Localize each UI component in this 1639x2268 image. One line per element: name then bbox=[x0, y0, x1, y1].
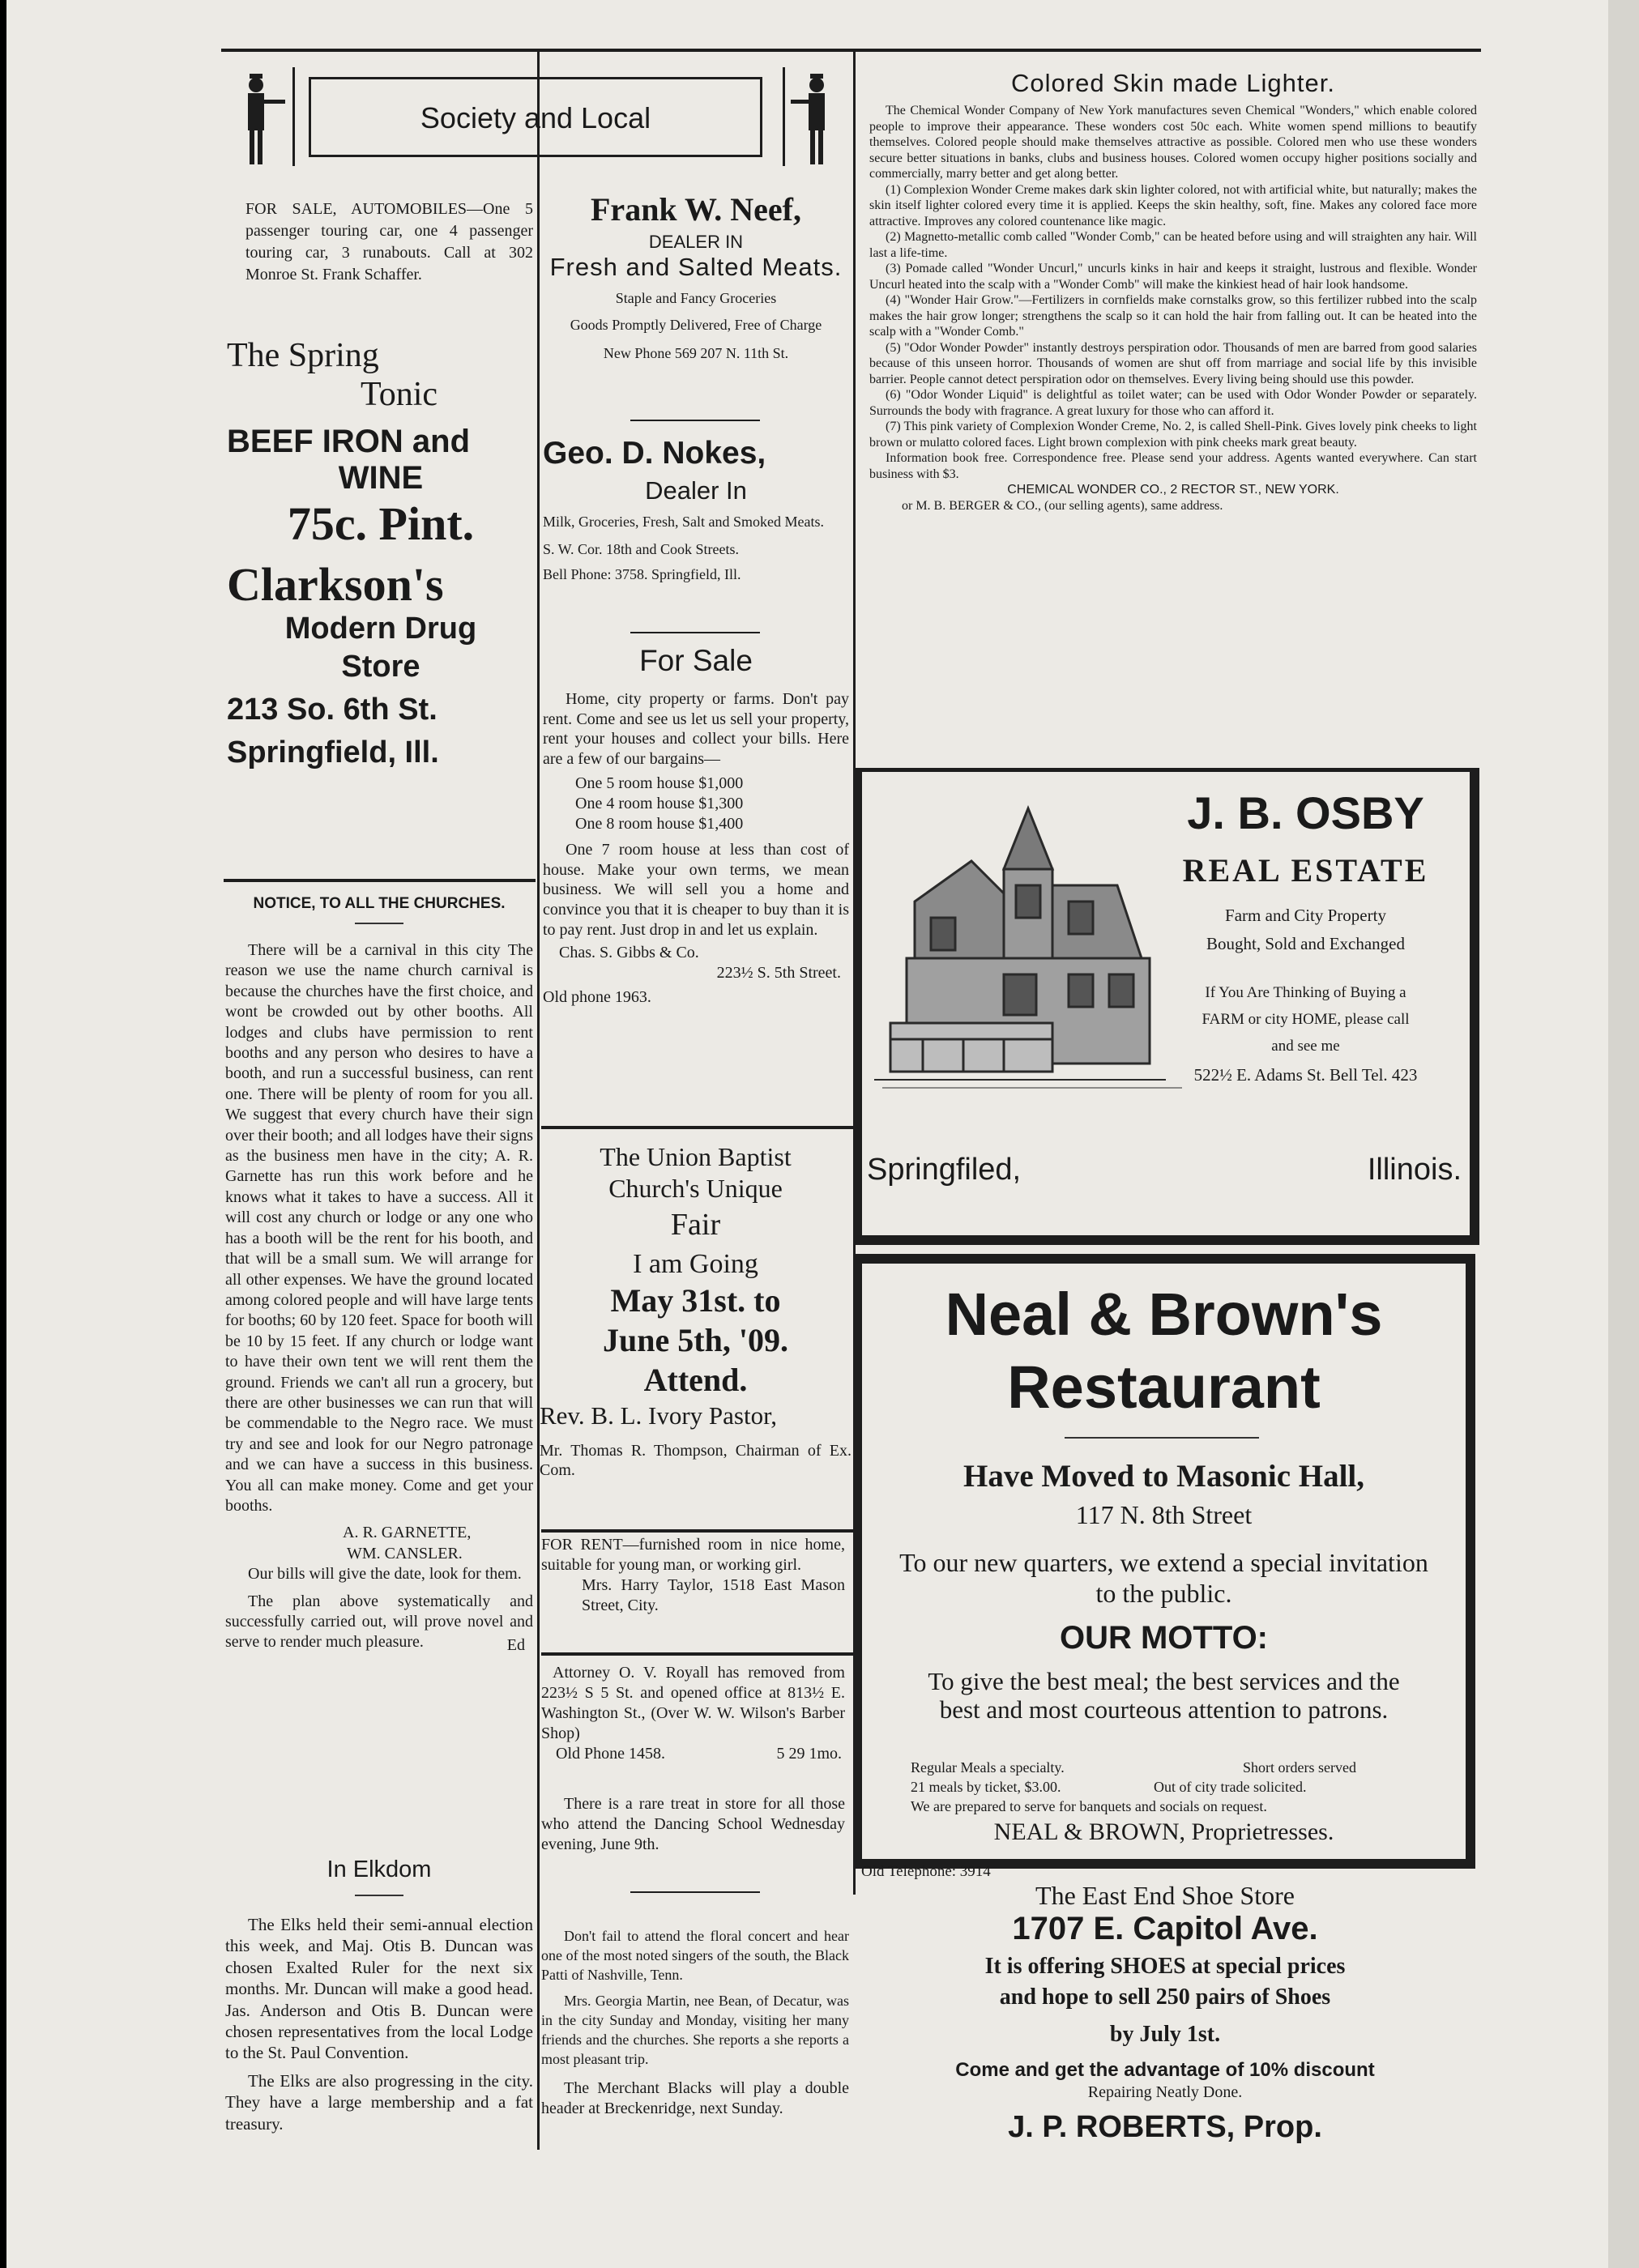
neal-brown-restaurant-ad bbox=[856, 1254, 1475, 1869]
divider bbox=[355, 1895, 403, 1896]
tonic-line4: WINE bbox=[338, 460, 424, 496]
elkdom-paragraph: The Elks held their semi-annual election this week, and Maj. Otis B. Duncan was chosen Exalted Ruler for the next six months. Mr. Duncan will make a good head. Jas. Anderson and Otis B. Duncan were chosen representatives from the local Lodge to the St. Paul Convention. bbox=[225, 1915, 533, 2063]
attorney-phone-row bbox=[541, 1744, 845, 1765]
notice-paragraph: There will be a carnival in this city The reason we use the name church carnival is because the churches have the first choice, and wont be crowded out by other booths. All lodges and clubs have permission to rent booths and any person who desires to have a booth, and run a successful business, can rent one. There will be plenty of room for you all. We suggest that every church have their sign over their booth; and all lodges have their signs as the business men have in the city; A. R. Garnette has run this work before and he knows what it takes to have a success. All it will cost any church or lodge or any one who has a booth will be the rent for his booth, and that will be a small sum. We will arrange for all other expenses. We have the ground located among colored people and will have large tents for booths; 60 by 120 feet. Space for booth will be 10 by 15 feet. If any church or lodge want to have their own tent we will rent them the ground. Friends we can't all run a grocery, but there are other businesses we can run that will be commendable to the Negro race. We must try and see and look for our Negro patronage and we can have a success in this business. You all can make money. Come and get your booths. bbox=[225, 941, 533, 1515]
notice-title: NOTICE, TO ALL THE CHURCHES. bbox=[253, 895, 506, 912]
martin-visit: Mrs. Georgia Martin, nee Bean, of Decatur, was in the city Sunday and Monday, visiting her many friends and the churches. She reports a she reports a most pleasant trip. bbox=[541, 1993, 849, 2067]
osby-line5: and see me bbox=[1271, 1038, 1340, 1055]
nokes-goods: Milk, Groceries, Fresh, Salt and Smoked Meats. bbox=[543, 514, 824, 530]
osby-city: Springfiled, bbox=[867, 1153, 1022, 1187]
shoe-line8: J. P. ROBERTS, Prop. bbox=[1008, 2110, 1322, 2144]
shoe-line3: It is offering SHOES at special prices bbox=[984, 1954, 1346, 1979]
divider bbox=[224, 879, 536, 882]
skin-paragraph: (6) "Odor Wonder Liquid" is delightful as toilet water; can be used with Odor Wonder Powder or separately. Surrounds the body with fragrance. A great luxury for those who can afford it. bbox=[869, 388, 1477, 418]
automobiles-ad: FOR SALE, AUTOMOBILES—One 5 passenger touring car, one 4 passenger touring car, 3 runabouts. Call at 302 Monroe St. Frank Schaffer. bbox=[245, 200, 533, 284]
restaurant-r2a: 21 meals by ticket, $3.00. bbox=[911, 1779, 1061, 1795]
attorney-text: Attorney O. V. Royall has removed from 223½ S 5 St. and opened office at 813½ E. Washington St., (Over W. W. Wilson's Barber Shop) bbox=[541, 1664, 845, 1742]
divider bbox=[1065, 1437, 1259, 1439]
restaurant-invite: To our new quarters, we extend a special invitation to the public. bbox=[899, 1548, 1428, 1608]
elkdom-body bbox=[225, 1914, 533, 2134]
floral-concert: Don't fail to attend the floral concert and hear one of the most noted singers of the south, the Black Patti of Nashville, Tenn. bbox=[541, 1928, 849, 1983]
house-listing: One 4 room house $1,300 bbox=[575, 794, 744, 812]
figure-right bbox=[791, 74, 825, 164]
restaurant-moved: Have Moved to Masonic Hall, bbox=[962, 1459, 1365, 1494]
restaurant-r2b: Out of city trade solicited. bbox=[1154, 1779, 1307, 1795]
divider bbox=[355, 923, 403, 924]
column-rule bbox=[537, 52, 540, 2150]
fair-line4: I am Going bbox=[633, 1249, 758, 1279]
fair-line3: Fair bbox=[670, 1208, 721, 1242]
notice-paragraph: The plan above systematically and successfully carried out, will prove novel and serve to render much pleasure. bbox=[225, 1592, 533, 1652]
baptist-fair-ad bbox=[540, 1142, 852, 1480]
notice-signature1: A. R. GARNETTE, bbox=[343, 1524, 472, 1542]
attorney-notice bbox=[541, 1663, 845, 1765]
osby-line6: 522½ E. Adams St. Bell Tel. 423 bbox=[1193, 1065, 1418, 1085]
for-rent-text: FOR RENT—furnished room in nice home, suitable for young man, or working girl. bbox=[541, 1536, 845, 1574]
store-city: Springfield, Ill. bbox=[227, 735, 439, 770]
restaurant-name: Neal & Brown's bbox=[945, 1281, 1383, 1348]
restaurant-subtitle: Restaurant bbox=[1007, 1354, 1321, 1421]
skin-paragraph: Information book free. Correspondence free. Please send your address. Agents wanted everywhere. Can start business with $3. bbox=[869, 451, 1477, 481]
figure-left bbox=[248, 74, 285, 164]
attorney-phone: Old Phone 1458. bbox=[556, 1745, 665, 1763]
neef-staple: Staple and Fancy Groceries bbox=[615, 290, 777, 306]
masthead-banner bbox=[232, 61, 847, 174]
neef-goods: Fresh and Salted Meats. bbox=[549, 253, 843, 281]
shoe-line7: Repairing Neatly Done. bbox=[1087, 2083, 1243, 2101]
neef-phone: New Phone 569 207 N. 11th St. bbox=[603, 345, 789, 361]
for-rent-ad bbox=[541, 1535, 845, 1616]
treat-text: There is a rare treat in store for all those who attend the Dancing School Wednesday evening, June 9th. bbox=[541, 1795, 845, 1853]
osby-line2: Bought, Sold and Exchanged bbox=[1206, 934, 1405, 953]
restaurant-motto: To give the best meal; the best services and the best and most courteous attention to patrons. bbox=[928, 1667, 1400, 1724]
restaurant-motto-title: OUR MOTTO: bbox=[1059, 1620, 1268, 1656]
skin-agents: or M. B. BERGER & CO., (our selling agents), same address. bbox=[902, 498, 1223, 513]
store-address: 213 So. 6th St. bbox=[227, 693, 437, 727]
skin-paragraph: (3) Pomade called "Wonder Uncurl," uncurls kinks in hair and keeps it straight, lustrous and flexible. Wonder Uncurl heated into the scalp with a "Wonder Comb" will make the kinkiest head of hair look handsome. bbox=[869, 262, 1477, 292]
osby-real-estate-ad bbox=[856, 768, 1479, 1245]
restaurant-address: 117 N. 8th Street bbox=[1075, 1500, 1253, 1529]
skin-company: CHEMICAL WONDER CO., 2 RECTOR ST., NEW YORK. bbox=[1007, 483, 1339, 497]
fair-line2: Church's Unique bbox=[608, 1174, 783, 1203]
skin-title: Colored Skin made Lighter. bbox=[1011, 69, 1335, 97]
fair-line8: Rev. B. L. Ivory Pastor, bbox=[540, 1401, 777, 1430]
shoe-line6: Come and get the advantage of 10% discount bbox=[955, 2059, 1375, 2081]
skin-paragraph: (7) This pink variety of Complexion Wonder Creme, No. 2, is called Shell-Pink. Gives lovely pink cheeks to light brown or mulatto colored faces. Light brown complexion with pink cheeks mark great beauty. bbox=[869, 420, 1477, 450]
skin-paragraph: (4) "Wonder Hair Grow."—Fertilizers in cornfields make cornstalks grow, so this fertilizer rubbed into the scalp makes the hair grow longer; strengthens the scalp so it can hold the hair from falling out. It can be heated into the scalp with a "Wonder Comb." bbox=[869, 293, 1477, 339]
osby-line4: FARM or city HOME, please call bbox=[1202, 1011, 1410, 1028]
elkdom-title: In Elkdom bbox=[327, 1857, 432, 1882]
tonic-price: 75c. Pint. bbox=[287, 497, 475, 550]
notice-paragraph: Our bills will give the date, look for them. bbox=[248, 1565, 522, 1584]
for-sale-address: 223½ S. 5th Street. bbox=[716, 963, 841, 982]
attorney-date: 5 29 1mo. bbox=[776, 1745, 842, 1763]
restaurant-r3: We are prepared to serve for banquets and socials on request. bbox=[911, 1798, 1267, 1814]
neef-meats-ad bbox=[543, 190, 849, 362]
neef-delivered: Goods Promptly Delivered, Free of Charge bbox=[570, 317, 822, 333]
tonic-line1: The Spring bbox=[227, 337, 379, 374]
restaurant-proprietors: NEAL & BROWN, Proprietresses. bbox=[993, 1818, 1334, 1845]
for-rent-contact: Mrs. Harry Taylor, 1518 East Mason Street, City. bbox=[582, 1576, 845, 1614]
tonic-line3: BEEF IRON and bbox=[227, 424, 471, 459]
house-listing: One 8 room house $1,400 bbox=[575, 814, 744, 833]
osby-state: Illinois. bbox=[1367, 1153, 1462, 1187]
local-news bbox=[541, 1926, 849, 2119]
fair-line6: June 5th, '09. bbox=[603, 1322, 788, 1358]
nokes-phone: Bell Phone: 3758. Springfield, Ill. bbox=[543, 566, 741, 582]
store-name3: Store bbox=[341, 650, 420, 684]
notice-article bbox=[225, 895, 533, 1656]
shoe-line1: The East End Shoe Store bbox=[1035, 1881, 1295, 1910]
skin-paragraph: (1) Complexion Wonder Creme makes dark skin lighter colored, not with artificial white, but naturally; makes the skin itself lighter colored every time it is applied. Keeps the skin healthy, soft, fine. Makes any colored face more attractive. Improves any colored countenance like magic. bbox=[869, 182, 1477, 228]
restaurant-r1a: Regular Meals a specialty. bbox=[911, 1759, 1065, 1776]
skin-paragraph: The Chemical Wonder Company of New York manufactures seven Chemical "Wonders," which enable colored people to improve their appearance. These wonders cost 50c each. White women spend millions to beautify themselves. Colored people should make themselves attractive as possible. Colored men who use these wonders secure better situations in banks, clubs and business houses. Colored women occupy higher positions socially and commercially, marry better and get along better. bbox=[869, 104, 1477, 181]
page-edge bbox=[1608, 0, 1639, 2268]
house-listing: One 5 room house $1,000 bbox=[575, 774, 744, 793]
for-sale-body bbox=[543, 689, 849, 1008]
restaurant-r1b: Short orders served bbox=[1243, 1759, 1356, 1776]
nokes-dealer: Dealer In bbox=[645, 476, 747, 505]
elkdom-paragraph: The Elks are also progressing in the city. They have a large membership and a fat treasury. bbox=[225, 2070, 533, 2134]
shoe-line5: by July 1st. bbox=[1109, 2022, 1221, 2047]
tonic-line2: Tonic bbox=[361, 376, 438, 413]
osby-name: J. B. OSBY bbox=[1187, 787, 1424, 838]
for-sale-title: For Sale bbox=[639, 644, 753, 677]
notice-signature2: WM. CANSLER. bbox=[347, 1544, 463, 1562]
divider bbox=[541, 1652, 853, 1656]
nokes-dealer-ad bbox=[543, 436, 849, 583]
fair-line9: Mr. Thomas R. Thompson, Chairman of Ex. Com. bbox=[540, 1442, 852, 1479]
nokes-address: S. W. Cor. 18th and Cook Streets. bbox=[543, 541, 740, 557]
notice-editor: Ed bbox=[506, 1635, 525, 1654]
nokes-name: Geo. D. Nokes, bbox=[543, 436, 766, 471]
for-sale-phone: Old phone 1963. bbox=[543, 988, 651, 1007]
fair-line5: May 31st. to bbox=[610, 1282, 781, 1319]
store-name2: Modern Drug bbox=[284, 612, 477, 646]
section-title: Society and Local bbox=[420, 101, 651, 134]
divider bbox=[541, 1126, 853, 1129]
neef-dealer: DEALER IN bbox=[648, 232, 744, 252]
fair-line7: Attend. bbox=[643, 1362, 748, 1398]
clarkson-drug-ad bbox=[227, 336, 535, 770]
elkdom-article bbox=[225, 1857, 533, 2138]
neef-name: Frank W. Neef, bbox=[591, 191, 801, 228]
dancing-school-notice bbox=[541, 1794, 845, 1855]
skin-paragraph: (5) "Odor Wonder Powder" instantly destroys perspiration odor. Thousands of men are barred from good salaries because of this unseen horror. Thousands of women are shut off from marriage and social life by this invisible barrier. People cannot detect perspiration odor on themselves. Every living being should use this powder. bbox=[869, 340, 1477, 386]
shoe-phone: Old Telephone: 3914 bbox=[861, 1863, 991, 1880]
divider bbox=[541, 1529, 853, 1533]
house-illustration-icon bbox=[874, 804, 1182, 1112]
osby-subtitle: REAL ESTATE bbox=[1182, 852, 1429, 889]
osby-line3: If You Are Thinking of Buying a bbox=[1205, 984, 1406, 1001]
shoe-line4: and hope to sell 250 pairs of Shoes bbox=[999, 1985, 1331, 2010]
osby-line1: Farm and City Property bbox=[1225, 906, 1386, 925]
store-name: Clarkson's bbox=[227, 558, 444, 611]
east-end-shoe-ad bbox=[861, 1863, 1469, 2145]
for-sale-paragraph: Home, city property or farms. Don't pay rent. Come and see us let us sell your property, rent your houses and collect your bills. Here are a few of our bargains— bbox=[543, 690, 849, 768]
shoe-line2: 1707 E. Capitol Ave. bbox=[1012, 1911, 1318, 1946]
newspaper-page bbox=[6, 0, 1615, 2268]
divider bbox=[630, 420, 760, 421]
skin-paragraph: (2) Magnetto-metallic comb called "Wonder Comb," can be heated before using and will straighten any hair. Will last a life-time. bbox=[869, 230, 1477, 260]
skin-body bbox=[869, 103, 1477, 514]
for-sale-ad bbox=[543, 644, 849, 1008]
divider bbox=[630, 1891, 760, 1893]
top-rule bbox=[221, 49, 1481, 52]
for-sale-signature: Chas. S. Gibbs & Co. bbox=[559, 944, 699, 962]
notice-body bbox=[225, 940, 533, 1656]
divider bbox=[630, 632, 760, 633]
chemical-wonder-ad bbox=[869, 69, 1477, 514]
fair-line1: The Union Baptist bbox=[600, 1142, 792, 1171]
merchant-blacks: The Merchant Blacks will play a double header at Breckenridge, next Sunday. bbox=[541, 2079, 849, 2117]
for-sale-paragraph: One 7 room house at less than cost of house. Make your own terms, we mean business. We will sell you a home and convince you that it is cheaper to buy than it is to pay rent. Just drop in and let us explain. bbox=[543, 841, 849, 939]
